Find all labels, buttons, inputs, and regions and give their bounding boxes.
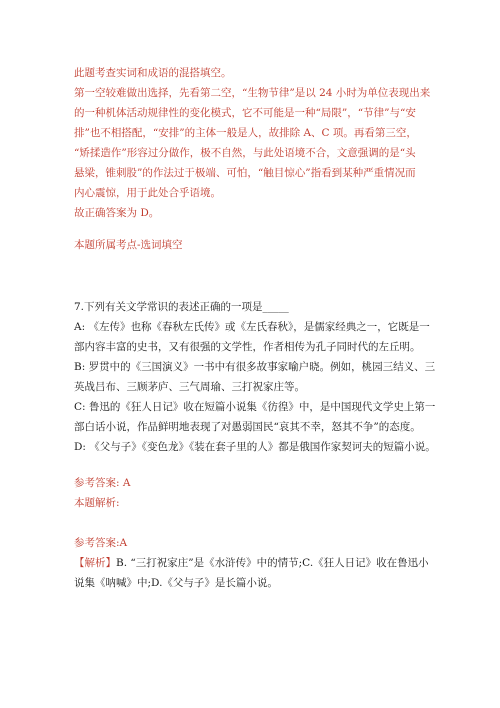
explanation-line: “矫揉造作”形容过分做作，极不自然，与此处语境不合，文意强调的是“头: [74, 147, 416, 159]
analysis-line: [74, 554, 429, 572]
explanation-line: 第一空较难做出选择，先看第二空，“生物节律”是以 24 小时为单位表现出来: [74, 87, 431, 99]
analysis-text: B. “三打祝家庄”是《水浒传》中的情节;C.《狂人日记》收在鲁迅小: [116, 557, 429, 569]
explanation-line: 悬梁，锥刺股”的作法过于极端、可怕，“触目惊心”指看到某种严重情况而: [74, 167, 416, 179]
analysis-label: 本题解析:: [74, 497, 120, 509]
option-line: 英战吕布、三顾茅庐、三气周瑜、三打祝家庄等。: [74, 381, 305, 393]
explanation-line: 的一种机体活动规律性的变化模式，它不可能是一种“局限”，“节律”与“安: [74, 107, 416, 119]
explanation-line: 故正确答案为 D。: [74, 207, 160, 219]
explanation-line: 内心震惊，用于此处合乎语境。: [74, 187, 221, 199]
reference-answer-2: 参考答案:A: [74, 537, 128, 549]
category-note: 本题所属考点-选词填空: [74, 239, 183, 251]
explanation-line: 排”也不相搭配，“安排”的主体一般是人，故排除 A、C 项。再看第三空，: [74, 127, 417, 139]
question-stem: 7.下列有关文学常识的表述正确的一项是_____: [74, 301, 289, 313]
option-line: B: 罗贯中的《三国演义》一书中有很多故事家喻户晓。例如，桃园三结义、三: [74, 361, 436, 373]
option-line: A: 《左传》也称《春秋左氏传》或《左氏春秋》，是儒家经典之一，它既是一: [74, 321, 430, 333]
option-line: 部白话小说，作品鲜明地表现了对愚弱国民“哀其不幸，怒其不争”的态度。: [74, 421, 421, 433]
option-line: C: 鲁迅的《狂人日记》收在短篇小说集《彷徨》中，是中国现代文学史上第一: [74, 401, 436, 413]
analysis-tag: 【解析】: [74, 557, 116, 569]
option-line: 部内容丰富的史书，又有很强的文学性，作者相传为孔子同时代的左丘明。: [74, 341, 421, 353]
option-line: D: 《父与子》《变色龙》《装在套子里的人》都是俄国作家契诃夫的短篇小说。: [74, 441, 436, 453]
explanation-line: 此题考查实词和成语的混搭填空。: [74, 67, 232, 79]
analysis-line: 说集《呐喊》中;D.《父与子》是长篇小说。: [74, 577, 278, 589]
reference-answer: 参考答案: A: [74, 477, 131, 489]
